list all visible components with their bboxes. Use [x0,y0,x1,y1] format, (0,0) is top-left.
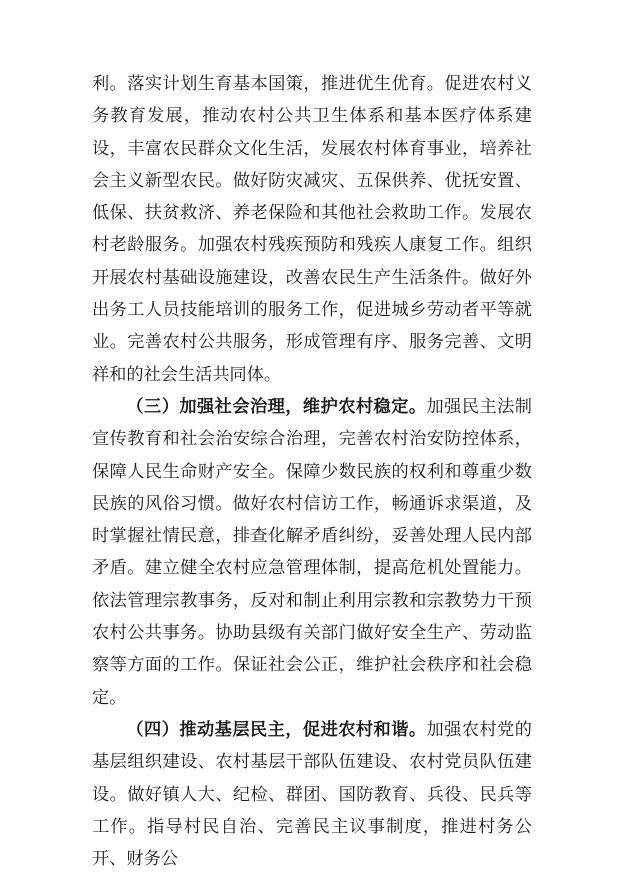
paragraph-text: 加强民主法制宣传教育和社会治安综合治理，完善农村治安防控体系，保障人民生命财产安全。保障少数民族的权利和尊重少数民族的风俗习惯。做好农村信访工作，畅通诉求渠道，及时掌握社情民意，排查化解矛盾纠纷，妥善处理人民内部矛盾。建立健全农村应急管理体制，提高危机处置能力。依法管理宗教事务，反对和制止利用宗教和宗教势力干预农村公共事务。协助县级有关部门做好安全生产、劳动监察等方面的工作。保证社会公正，维护社会秩序和社会稳定。 [92,396,532,708]
paragraph-text: 加强农村党的基层组织建设、农村基层干部队伍建设、农村党员队伍建设。做好镇人大、纪检、群团、国防教育、兵役、民兵等工作。指导村民自治、完善民主议事制度，推进村务公开、财务公 [92,719,532,870]
body-text [92,68,532,875]
section-heading-3: （三）加强社会治理，维护农村稳定。 [126,396,427,417]
paragraph-text: 利。落实计划生育基本国策，推进优生优育。促进农村义务教育发展，推动农村公共卫生体系和基本医疗体系建设，丰富农民群众文化生活，发展农村体育事业，培养社会主义新型农民。做好防灾减灾、五保供养、优抚安置、低保、扶贫救济、养老保险和其他社会救助工作。发展农村老龄服务。加强农村残疾预防和残疾人康复工作。组织开展农村基础设施建设，改善农民生产生活条件。做好外出务工人员技能培训的服务工作，促进城乡劳动者平等就业。完善农村公共服务，形成管理有序、服务完善、文明祥和的社会生活共同体。 [92,74,532,385]
paragraph-section-4 [92,714,532,875]
section-heading-4: （四）推动基层民主，促进农村和谐。 [126,719,427,740]
paragraph-continuation [92,68,532,391]
paragraph-section-3 [92,391,532,714]
